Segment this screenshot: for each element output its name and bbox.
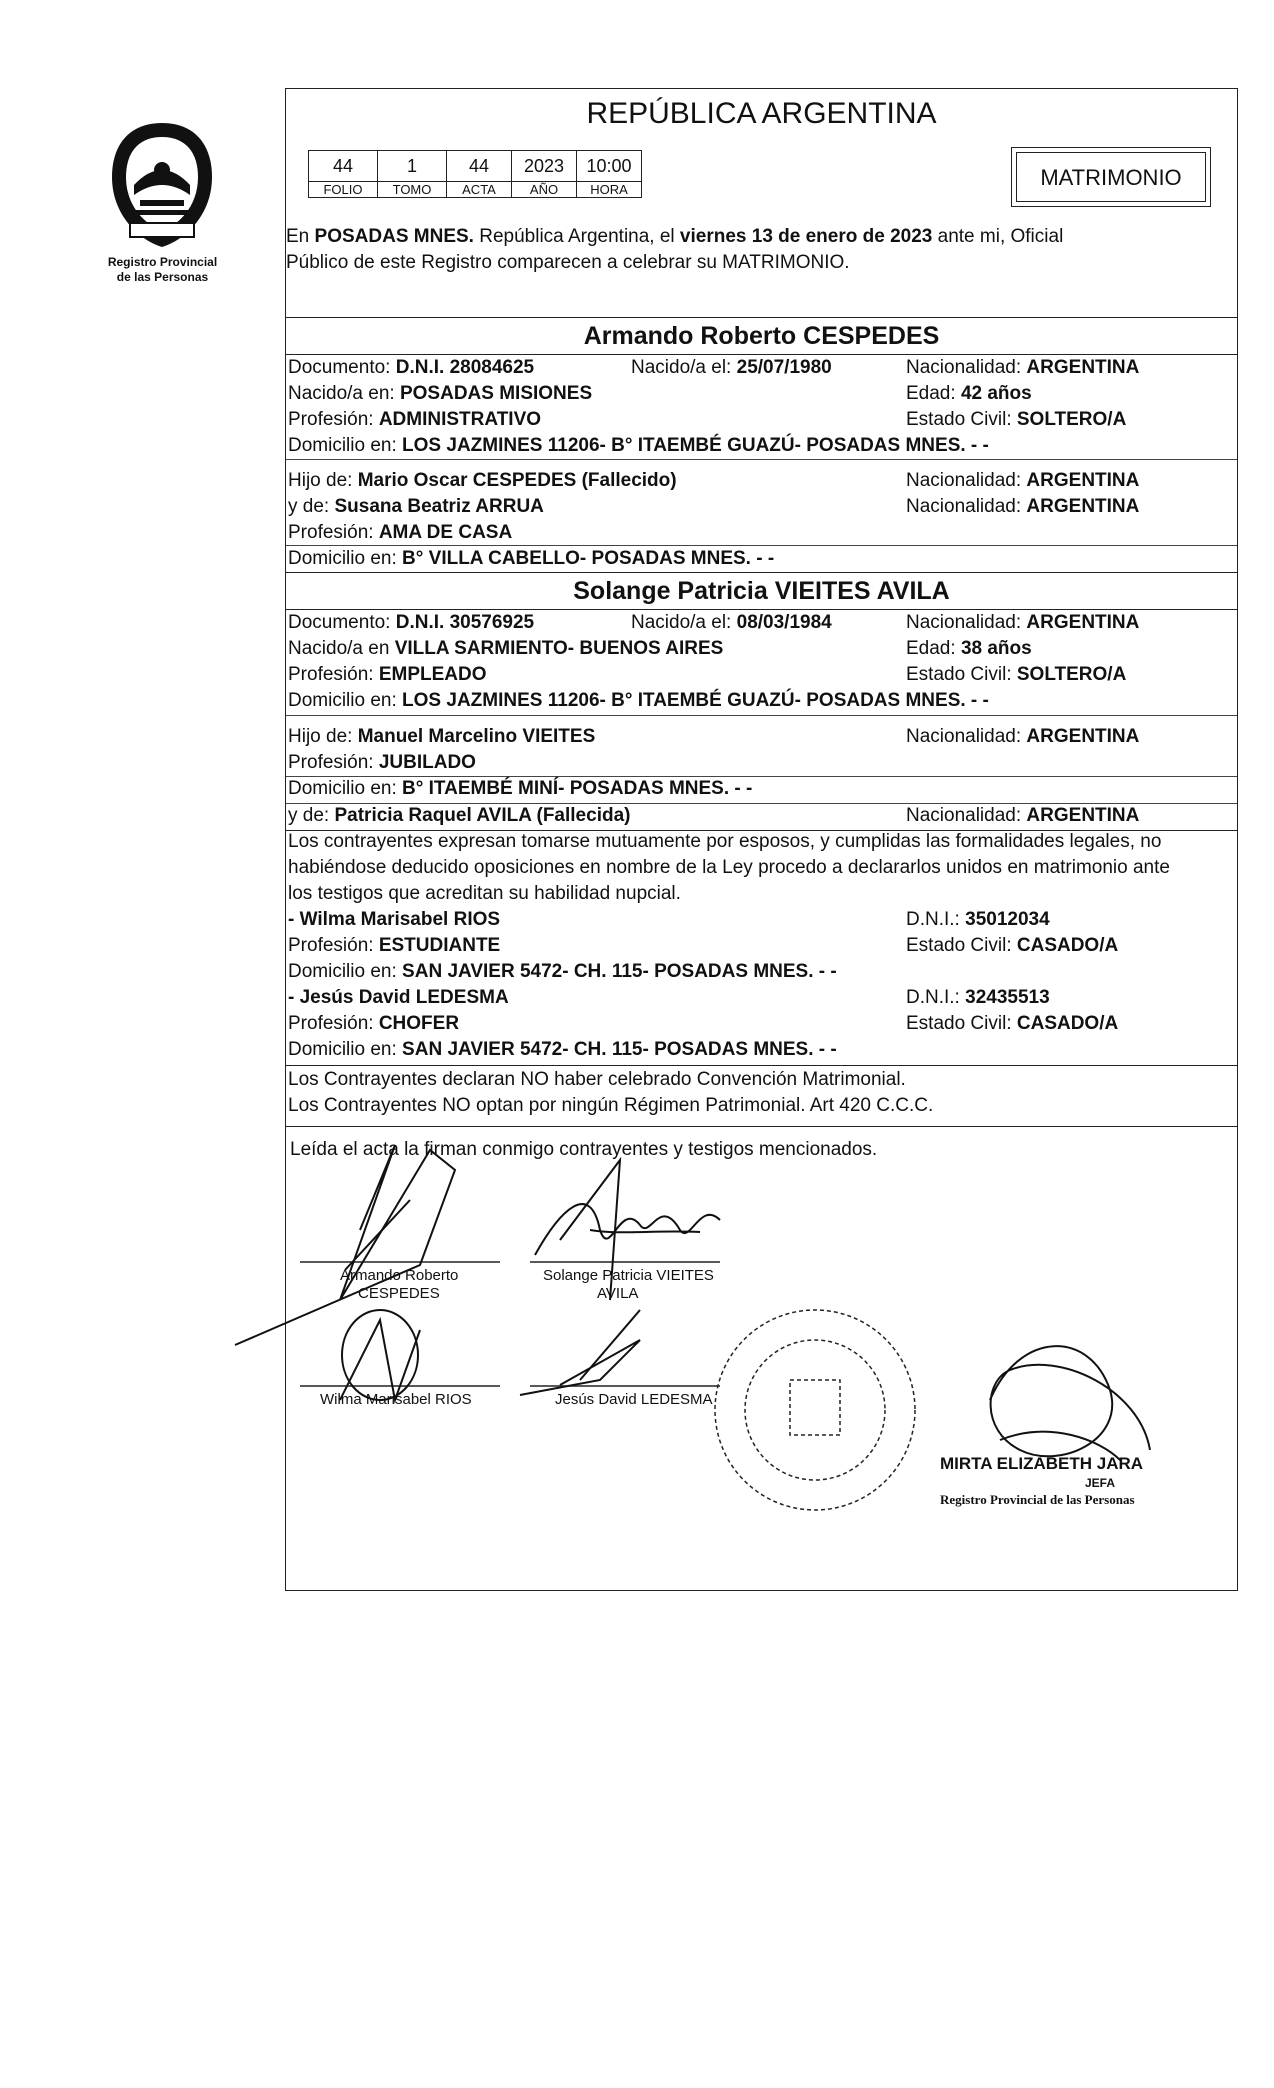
groom-sign-caption-2: CESPEDES: [358, 1285, 440, 1302]
intro-line-2: Público de este Registro comparecen a celebrar su MATRIMONIO.: [286, 252, 850, 273]
anio-label: AÑO: [512, 182, 577, 198]
bride-sign-caption-2: AVILA: [597, 1285, 639, 1302]
province-seal-icon: [100, 115, 225, 255]
groom-sign-caption-1: Armando Roberto: [340, 1267, 459, 1284]
folio-label: FOLIO: [309, 182, 378, 198]
page-title: REPÚBLICA ARGENTINA: [586, 97, 937, 130]
groom-name: Armando Roberto CESPEDES: [583, 322, 940, 350]
witness2-sign-caption: Jesús David LEDESMA: [555, 1391, 713, 1408]
tomo-value: 1: [378, 151, 447, 182]
officer-name: MIRTA ELIZABETH JARA: [940, 1454, 1144, 1473]
folio-value: 44: [309, 151, 378, 182]
intro-line-1: En POSADAS MNES. República Argentina, el viernes 13 de enero de 2023 ante mi, Oficial: [286, 226, 1064, 247]
officer-org: Registro Provincial de las Personas: [940, 1492, 1135, 1507]
declaration-line-2: habiéndose deducido oposiciones en nombre de la Ley procedo a declararlos unidos en matrimonio ante: [288, 857, 1170, 878]
registry-logo: [100, 115, 225, 290]
tomo-label: TOMO: [378, 182, 447, 198]
bride-sign-caption-1: Solange Patricia VIEITES: [543, 1267, 714, 1284]
certificate-frame: REPÚBLICA ARGENTINA 44 1 44 2023 10:00 FOLIO TOMO ACTA AÑO HORA MATRIMONIO En POSADAS MNES. República Argentina, el viernes 13 de enero de 2023 ante mi, Oficial Público de este Registro comparecen a celebrar su MATRIMONIO. Armando Roberto CESPEDES Documento: D.N.I. 28084625 Nacido/a el: 25/07/1980 Nacionalidad: ARGENTINA Nacido/a en: POSADAS MISIONES Edad: 42 años Profesión: ADMINISTRATIVO Estado Civil: SOLTERO/A Domicilio en: LOS JAZMINES 11206- B° ITAEMBÉ GUAZÚ- POSADAS MNES. - - Hijo de: Mario Oscar CESPEDES (Fallecido) Nacionalidad: ARGENTINA y de: Susana Beatriz ARRUA Nacionalidad: ARGENTINA Profesión: AMA DE CASA Domicilio en: B° VILLA CABELLO- POSADAS MNES. - - Solange Patricia VIEITES AVILA Documento: D.N.I. 30576925 Nacido/a el: 08/03/1984 Nacionalidad: ARGENTINA Nacido/a en VILLA SARMIENTO- BUENOS AIRES Edad: 38 años Profesión: EMPLEADO Estado Civil: SOLTERO/A Domicilio en: LOS JAZMINES 11206- B° ITAEMBÉ GUAZÚ- POSADAS MNES. - - Hijo de: Manuel Marcelino VIEITES Nacionalidad: ARGENTINA Profesión: JUBILADO Domicilio en: B° ITAEMBÉ MINÍ- POSADAS MNES. - - y de: Patricia Raquel AVILA (Fallecida) Nacionalidad: ARGENTINA Los contrayentes expresan tomarse mutuamente por esposos, y cumplidas las formalidades legales, no habiéndose deducido oposiciones en nombre de la Ley procedo a declararlos unidos en matrimonio ante los testigos que acreditan su habilidad nupcial. - Wilma Marisabel RIOS D.N.I.: 35012034 Profesión: ESTUDIANTE Estado Civil: CASADO/A Domicilio en: SAN JAVIER 5472- CH. 115- POSADAS MNES. - - - Jesús David LEDESMA D.N.I.: 32435513 Profesión: CHOFER Estado Civil: CASADO/A Domicilio en: SAN JAVIER 5472- CH. 115- POSADAS MNES. - - Los Contrayentes declaran NO haber celebrado Convención Matrimonial. Los Contrayentes NO optan por ningún Régimen Patrimonial. Art 420 C.C.C. Leída el acta la firman conmigo contrayentes y testigos mencionados.: [285, 88, 1238, 1591]
acta-value: 44: [447, 151, 512, 182]
declaration-line-3: los testigos que acreditan su habilidad nupcial.: [288, 883, 681, 904]
doc-type: MATRIMONIO: [1040, 165, 1182, 190]
note-read: Leída el acta la firman conmigo contrayentes y testigos mencionados.: [290, 1139, 878, 1160]
registry-table: [308, 150, 642, 198]
officer-role: JEFA: [1085, 1476, 1116, 1490]
doc-type-box: [1011, 147, 1211, 207]
note-regime: Los Contrayentes NO optan por ningún Régimen Patrimonial. Art 420 C.C.C.: [288, 1095, 934, 1116]
bride-name: Solange Patricia VIEITES AVILA: [573, 577, 950, 605]
declaration-line-1: Los contrayentes expresan tomarse mutuamente por esposos, y cumplidas las formalidades legales, no: [288, 831, 1162, 852]
hora-label: HORA: [577, 182, 642, 198]
witness1-sign-caption: Wilma Marisabel RIOS: [320, 1391, 472, 1408]
hora-value: 10:00: [577, 151, 642, 182]
logo-org-line2: de las Personas: [116, 270, 209, 284]
note-convention: Los Contrayentes declaran NO haber celebrado Convención Matrimonial.: [288, 1069, 906, 1090]
acta-label: ACTA: [447, 182, 512, 198]
anio-value: 2023: [512, 151, 577, 182]
logo-org-line1: Registro Provincial: [107, 255, 218, 269]
